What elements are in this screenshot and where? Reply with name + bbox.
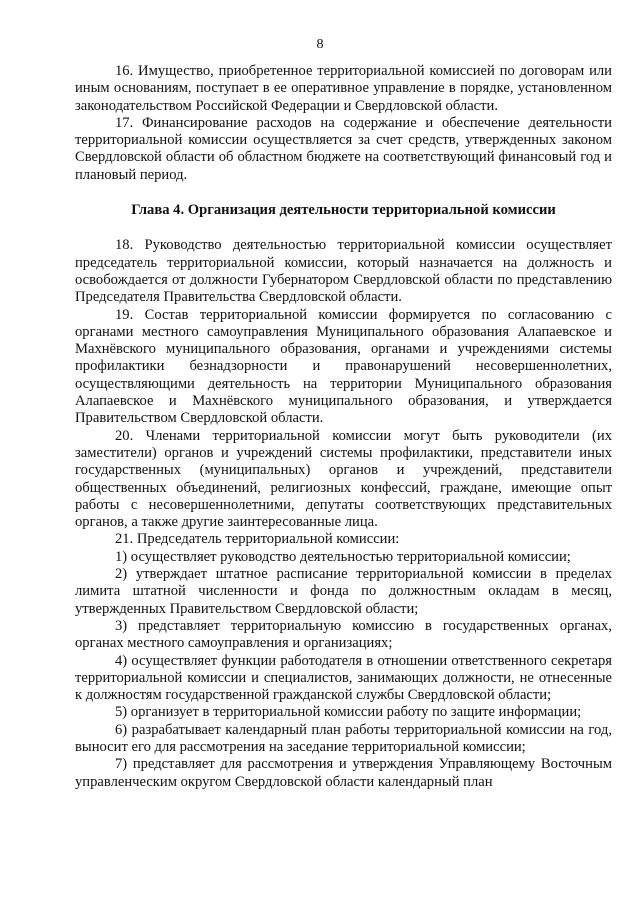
list-item-2: 2) утверждает штатное расписание территориальной комиссии в пределах лимита штатной численности и фонда по должностным окладам в месяц, утвержденных Правительством Свердловской области; [75, 566, 612, 617]
list-item-5: 5) организует в территориальной комиссии работу по защите информации; [115, 704, 582, 721]
paragraph-20: 20. Членами территориальной комиссии могут быть руководители (их заместители) органов и учреждений системы профилактики, представители иных государственных (муниципальных) органов и учреждений, представители общественных объединений, религиозных конфессий, граждане, имеющие опыт работы с несовершеннолетними, депутаты соответствующих представительных органов, а также другие заинтересованные лица. [75, 427, 612, 531]
paragraph-21: 21. Председатель территориальной комиссии: [115, 531, 400, 548]
list-item-7: 7) представляет для рассмотрения и утверждения Управляющему Восточным управленческим округом Свердловской области календарный план [75, 756, 612, 790]
paragraph-17: 17. Финансирование расходов на содержание и обеспечение деятельности территориальной комиссии осуществляется за счет средств, утвержденных законом Свердловской области об областном бюджете на соответствующий финансовый год и плановый период. [75, 114, 612, 183]
list-item-4: 4) осуществляет функции работодателя в отношении ответственного секретаря территориальной комиссии и специалистов, занимающих должности, не отнесенные к должностям государственной гражданской службы Свердловской области; [75, 652, 612, 704]
chapter-heading: Глава 4. Организация деятельности территориальной комиссии [131, 202, 556, 219]
list-item-1: 1) осуществляет руководство деятельностью территориальной комиссии; [115, 548, 571, 565]
list-item-3: 3) представляет территориальную комиссию в государственных органах, органах местного самоуправления и организациях; [75, 617, 612, 652]
page-number: 8 [316, 37, 324, 52]
paragraph-16: 16. Имущество, приобретенное территориальной комиссией по договорам или иным основаниям, поступает в ее оперативное управление в порядке, установленном законодательством Российской Федерации и Свердловской области. [75, 63, 612, 114]
paragraph-18: 18. Руководство деятельностью территориальной комиссии осуществляет председатель территориальной комиссии, который назначается на должность и освобождается от должности Губернатором Свердловской области по представлению Председателя Правительства Свердловской области. [75, 237, 612, 306]
paragraph-19: 19. Состав территориальной комиссии формируется по согласованию с органами местного самоуправления Муниципального образования Алапаевское и Махнёвского муниципального образования, органами и учреждениями системы профилактики безнадзорности и правонарушений несовершеннолетних, осуществляющими деятельность на территории Муниципального образования Алапаевское и Махнёвского муниципального образования, и утверждается Правительством Свердловской области. [75, 306, 612, 427]
document-body [75, 63, 612, 791]
list-item-6: 6) разрабатывает календарный план работы территориальной комиссии на год, выносит его для рассмотрения на заседание территориальной комиссии; [75, 721, 612, 755]
